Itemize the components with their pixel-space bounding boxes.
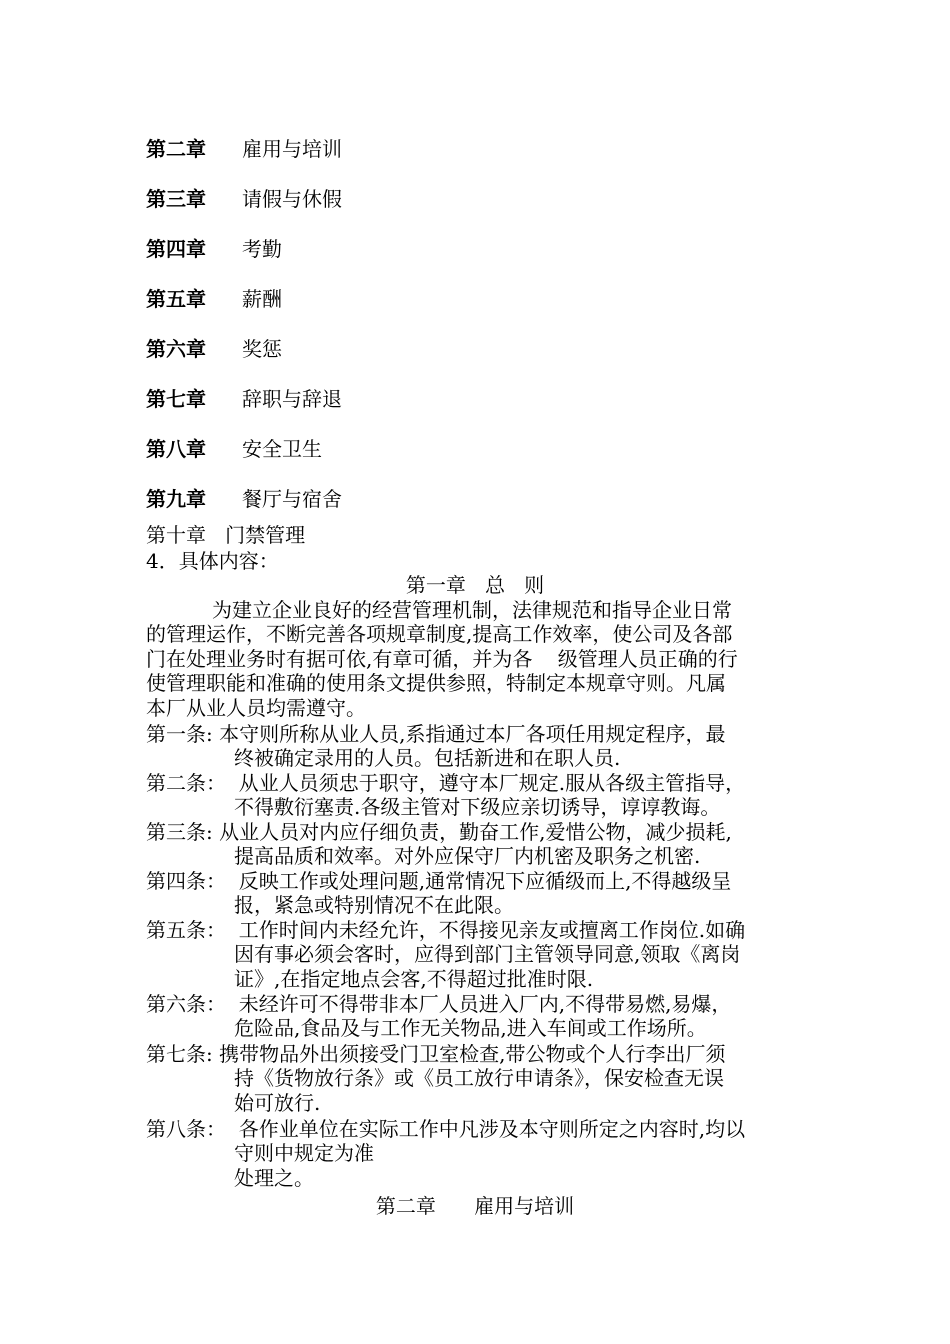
toc-chapter-number: 第四章	[146, 237, 206, 261]
intro-line: 为建立企业良好的经营管理机制，法律规范和指导企业日常	[212, 598, 732, 622]
toc-chapter-title: 薪酬	[242, 287, 282, 311]
article-continuation: 不得敷衍塞责.各级主管对下级应亲切诱导，谆谆教诲。	[234, 795, 721, 820]
toc-item	[146, 486, 342, 512]
article-6	[146, 992, 731, 1041]
article-continuation: 持《货物放行条》或《员工放行申请条》，保安检查无误	[234, 1066, 724, 1091]
article-continuation: 始可放行.	[234, 1090, 321, 1115]
toc-chapter-title: 安全卫生	[242, 437, 322, 461]
toc-item	[146, 436, 322, 462]
toc-chapter-number: 第五章	[146, 287, 206, 311]
article-first-line: 第四条： 反映工作或处理问题,通常情况下应循级而上,不得越级呈	[146, 869, 732, 893]
article-first-line: 第三条: 从业人员对内应仔细负责，勤奋工作,爱惜公物，减少损耗,	[146, 820, 732, 844]
toc-chapter-title: 请假与休假	[242, 187, 342, 211]
toc-chapter-number: 第六章	[146, 337, 206, 361]
toc-item	[146, 236, 282, 262]
chapter-two-heading: 第二章 雇用与培训	[375, 1194, 575, 1218]
article-8	[146, 1117, 745, 1190]
intro-line: 本厂从业人员均需遵守。	[146, 695, 366, 720]
intro-paragraph	[146, 598, 806, 720]
toc-chapter-title: 雇用与培训	[242, 137, 342, 161]
toc-item	[146, 136, 342, 162]
toc-chapter-ten: 第十章 门禁管理	[146, 523, 306, 547]
toc-chapter-number: 第七章	[146, 387, 206, 411]
article-continuation: 守则中规定为准	[234, 1141, 374, 1166]
toc-chapter-number: 第九章	[146, 487, 206, 511]
article-continuation: 因有事必须会客时，应得到部门主管领导同意,领取《离岗	[234, 942, 741, 967]
article-4	[146, 869, 731, 918]
intro-line: 的管理运作，不断完善各项规章制度,提高工作效率，使公司及各部	[146, 622, 733, 647]
article-continuation: 处理之。	[234, 1165, 314, 1190]
article-first-line: 第一条: 本守则所称从业人员,系指通过本厂各项任用规定程序，最	[146, 722, 726, 746]
article-first-line: 第八条： 各作业单位在实际工作中凡涉及本守则所定之内容时,均以	[146, 1117, 746, 1141]
toc-item	[146, 286, 282, 312]
article-first-line: 第六条： 未经许可不得带非本厂人员进入厂内,不得带易燃,易爆，	[146, 992, 732, 1016]
intro-line: 使管理职能和准确的使用条文提供参照，特制定本规章守则。凡属	[146, 671, 726, 696]
article-2	[146, 771, 745, 820]
intro-line: 门在处理业务时有据可依,有章可循，并为各 级管理人员正确的行	[146, 646, 738, 671]
article-1	[146, 722, 725, 771]
toc-chapter-title: 奖惩	[242, 337, 282, 361]
article-continuation: 提高品质和效率。对外应保守厂内机密及职务之机密.	[234, 844, 701, 869]
toc-chapter-number: 第八章	[146, 437, 206, 461]
article-first-line: 第七条: 携带物品外出须接受门卫室检查,带公物或个人行李出厂须	[146, 1042, 726, 1066]
article-continuation: 证》,在指定地点会客,不得超过批准时限.	[234, 966, 594, 991]
article-5	[146, 918, 745, 991]
article-first-line: 第五条： 工作时间内未经允许，不得接见亲友或擅离工作岗位.如确	[146, 918, 746, 942]
article-3	[146, 820, 732, 869]
section-item-4: 4．具体内容：	[146, 549, 279, 573]
article-7	[146, 1042, 725, 1115]
article-first-line: 第二条： 从业人员须忠于职守，遵守本厂规定.服从各级主管指导，	[146, 771, 746, 795]
toc-chapter-number: 第二章	[146, 137, 206, 161]
article-continuation: 报，紧急或特别情况不在此限。	[234, 893, 514, 918]
toc-item	[146, 186, 342, 212]
chapter-one-heading: 第一章 总 则	[405, 573, 545, 597]
toc-chapter-title: 考勤	[242, 237, 282, 261]
toc-chapter-number: 第三章	[146, 187, 206, 211]
toc-chapter-title: 辞职与辞退	[242, 387, 342, 411]
toc-item	[146, 386, 342, 412]
article-continuation: 终被确定录用的人员。包括新进和在职人员.	[234, 746, 621, 771]
toc-item	[146, 336, 282, 362]
article-continuation: 危险品,食品及与工作无关物品,进入车间或工作场所。	[234, 1016, 707, 1041]
toc-chapter-title: 餐厅与宿舍	[242, 487, 342, 511]
